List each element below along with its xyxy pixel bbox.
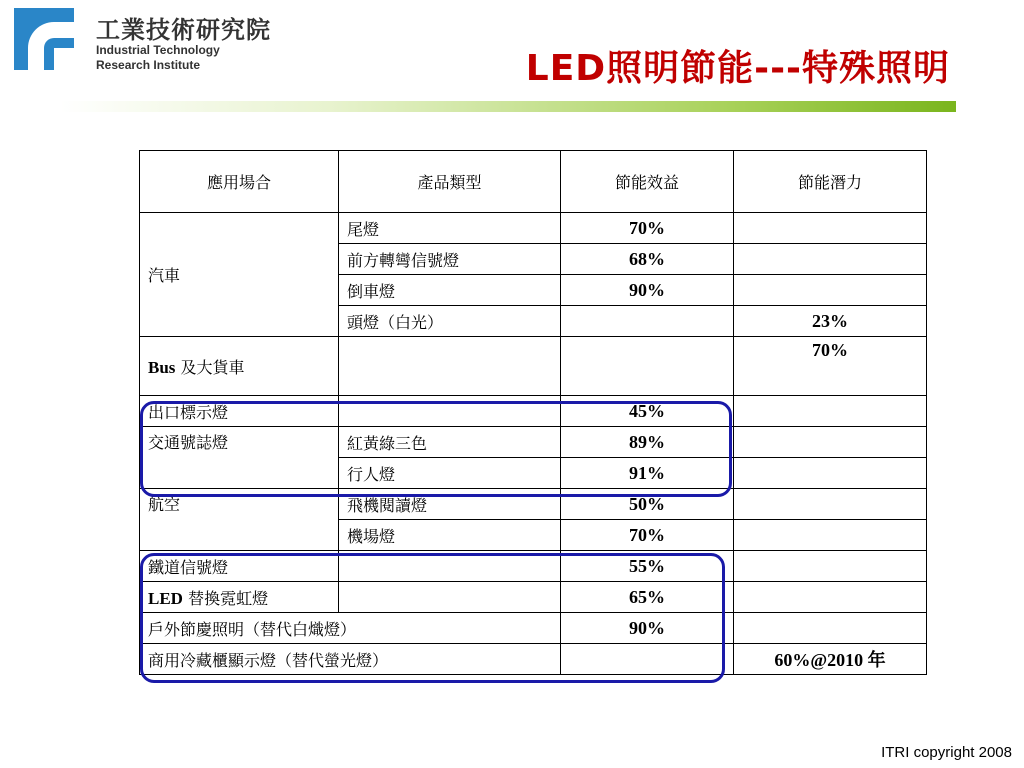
benefit-cell: 70%	[561, 213, 734, 244]
product-cell: 飛機閱讀燈	[339, 489, 561, 520]
benefit-cell: 91%	[561, 458, 734, 489]
potential-value: 60%	[774, 650, 811, 670]
table-row	[140, 337, 927, 396]
benefit-cell: 90%	[561, 275, 734, 306]
application-cell	[140, 337, 339, 396]
potential-cell	[734, 613, 927, 644]
application-label-cn: 替換霓虹燈	[188, 588, 269, 608]
potential-cell	[734, 520, 927, 551]
itri-logo-icon	[14, 8, 74, 70]
highlight-frame-top	[140, 401, 732, 497]
application-cell: 商用冷藏櫃顯示燈（替代螢光燈）	[140, 644, 561, 675]
header-cell: 節能潛力	[734, 151, 927, 213]
benefit-cell: 55%	[561, 551, 734, 582]
benefit-cell: 89%	[561, 427, 734, 458]
potential-cell	[734, 489, 927, 520]
benefit-cell: 90%	[561, 613, 734, 644]
table-header-row	[140, 151, 927, 213]
product-cell: 紅黃綠三色	[339, 427, 561, 458]
benefit-cell	[561, 306, 734, 337]
application-cell: 汽車	[140, 213, 339, 337]
potential-cell	[734, 275, 927, 306]
header-cell: 應用場合	[140, 151, 339, 213]
potential-cell	[734, 582, 927, 613]
benefit-cell: 70%	[561, 520, 734, 551]
application-cell: 出口標示燈	[140, 396, 339, 427]
org-name-en-line1: Industrial Technology	[96, 43, 220, 57]
application-cell: 鐵道信號燈	[140, 551, 339, 582]
product-cell: 前方轉彎信號燈	[339, 244, 561, 275]
product-cell: 尾燈	[339, 213, 561, 244]
highlight-frame-bottom	[140, 553, 725, 683]
header-cell: 節能效益	[561, 151, 734, 213]
copyright-text: ITRI copyright 2008	[881, 744, 1012, 761]
product-cell: 行人燈	[339, 458, 561, 489]
table-row	[140, 213, 927, 244]
potential-cell	[734, 244, 927, 275]
potential-cell	[734, 427, 927, 458]
product-cell	[339, 337, 561, 396]
product-cell: 機場燈	[339, 520, 561, 551]
application-label-en: LED	[148, 588, 183, 608]
benefit-cell: 50%	[561, 489, 734, 520]
application-cell: 航空	[140, 489, 339, 551]
org-name-en-line2: Research Institute	[96, 58, 201, 72]
header-cell: 產品類型	[339, 151, 561, 213]
benefit-cell	[561, 337, 734, 396]
benefit-cell: 68%	[561, 244, 734, 275]
title-underline-bar	[60, 101, 956, 112]
application-label-cn: 及大貨車	[180, 357, 245, 377]
potential-cell	[734, 551, 927, 582]
application-cell: 交通號誌燈	[140, 427, 339, 489]
potential-cell: 23%	[734, 306, 927, 337]
potential-cell	[734, 396, 927, 427]
benefit-cell: 45%	[561, 396, 734, 427]
application-label-en: Bus	[148, 357, 176, 377]
potential-year: @2010 年	[810, 650, 886, 670]
potential-cell	[734, 644, 927, 675]
benefit-cell: 65%	[561, 582, 734, 613]
potential-cell	[734, 458, 927, 489]
product-cell: 頭燈（白光）	[339, 306, 561, 337]
potential-cell: 70%	[734, 337, 927, 396]
org-name-cn: 工業技術研究院	[96, 16, 271, 44]
product-cell: 倒車燈	[339, 275, 561, 306]
org-name-en	[96, 43, 220, 73]
slide-title: LED照明節能---特殊照明	[525, 48, 950, 89]
application-cell: 戶外節慶照明（替代白熾燈）	[140, 613, 561, 644]
potential-cell	[734, 213, 927, 244]
